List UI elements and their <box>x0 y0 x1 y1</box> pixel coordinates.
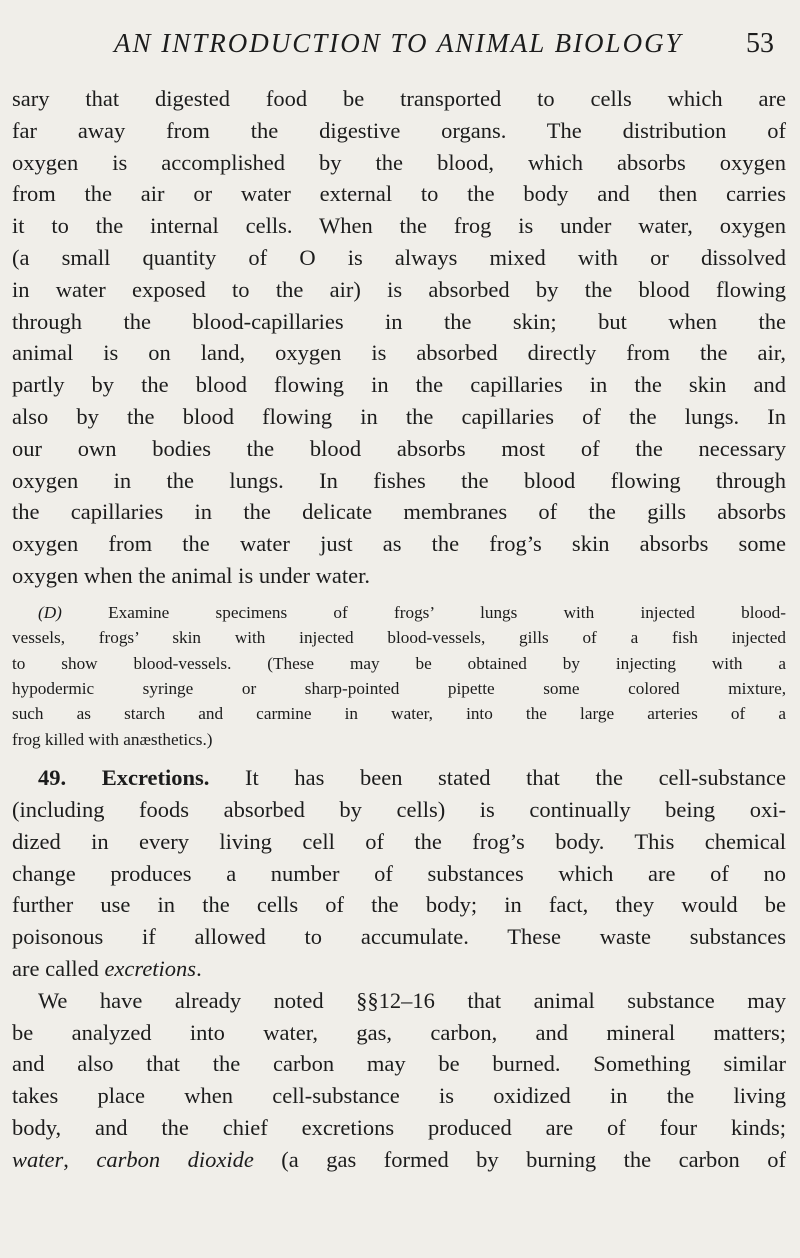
text-line: oxygen in the lungs. In fishes the blood flowing through <box>12 467 786 493</box>
text-line: oxygen from the water just as the frog’s skin absorbs some <box>12 531 786 557</box>
page-number: 53 <box>746 28 774 59</box>
note-label: (D) <box>38 602 62 622</box>
text-line: our own bodies the blood absorbs most of the necessary <box>12 435 786 461</box>
text-line <box>12 600 786 625</box>
paragraph-oxidation <box>12 985 786 1176</box>
text-comma: , <box>63 1146 97 1172</box>
text-line: takes place when cell-substance is oxidized in the living <box>12 1083 786 1109</box>
text-line: also by the blood flowing in the capillaries of the lungs. In <box>12 403 786 429</box>
text-line: hypodermic syringe or sharp-pointed pipette some colored mixture, <box>12 678 786 698</box>
text-line: poisonous if allowed to accumulate. These waste substances <box>12 924 786 950</box>
text-line: oxygen is accomplished by the blood, which absorbs oxygen <box>12 149 786 175</box>
body-text <box>12 83 786 1176</box>
text-line: (a small quantity of O is always mixed with or dissolved <box>12 244 786 270</box>
text-line: animal is on land, oxygen is absorbed directly from the air, <box>12 340 786 366</box>
text-line: body, and the chief excretions produced are of four kinds; <box>12 1114 786 1140</box>
text-line: change produces a number of substances which are of no <box>12 860 786 886</box>
text-line: be analyzed into water, gas, carbon, and mineral matters; <box>12 1019 786 1045</box>
section-excretions <box>12 762 786 985</box>
text-line: further use in the cells of the body; in fact, they would be <box>12 892 786 918</box>
text-rest: (a gas formed by burning the carbon of <box>253 1146 787 1172</box>
text-line: (including foods absorbed by cells) is continually being oxi- <box>12 796 786 822</box>
excretions-period: . <box>196 955 202 981</box>
section-heading: 49. Excretions. <box>38 765 210 791</box>
text-line: such as starch and carmine in water, into the large arteries of a <box>12 704 786 724</box>
section-first-line: It has been stated that the cell-substance <box>245 765 787 791</box>
excretions-lead: are called <box>12 955 99 981</box>
text-line: dized in every living cell of the frog’s body. This chemical <box>12 828 786 854</box>
text-line: in water exposed to the air) is absorbed by the blood flowing <box>12 276 786 302</box>
text-line: through the blood-capillaries in the skin; but when the <box>12 308 786 334</box>
running-title: AN INTRODUCTION TO ANIMAL BIOLOGY <box>114 28 683 58</box>
text-line: partly by the blood flowing in the capillaries in the skin and <box>12 372 786 398</box>
text-line: sary that digested food be transported to cells which are <box>12 86 786 111</box>
text-line <box>12 953 786 985</box>
text-line <box>12 762 786 794</box>
note-first-line: Examine specimens of frogs’ lungs with injected blood- <box>108 602 786 622</box>
text-line: far away from the digestive organs. The distribution of <box>12 117 786 143</box>
text-line: and also that the carbon may be burned. Something similar <box>12 1051 786 1077</box>
text-line: to show blood-vessels. (These may be obtained by injecting with a <box>12 653 786 673</box>
term-carbon-dioxide: carbon dioxide <box>96 1146 254 1172</box>
text-line: the capillaries in the delicate membranes of the gills absorbs <box>12 499 786 525</box>
text-line: frog killed with anæsthetics.) <box>12 729 213 749</box>
text-line: vessels, frogs’ skin with injected blood-vessels, gills of a fish injected <box>12 628 786 648</box>
text-line: from the air or water external to the body and then carries <box>12 181 786 207</box>
text-line: it to the internal cells. When the frog is under water, oxygen <box>12 213 786 239</box>
running-head <box>0 28 800 64</box>
term-water: water <box>12 1146 64 1172</box>
excretions-term: excretions <box>104 955 197 981</box>
lab-note-d <box>12 600 786 752</box>
text-line: We have already noted §§12–16 that animal substance may <box>38 987 786 1013</box>
paragraph-oxygen-distribution <box>12 83 786 592</box>
text-line: oxygen when the animal is under water. <box>12 562 371 588</box>
text-line <box>12 1144 786 1176</box>
